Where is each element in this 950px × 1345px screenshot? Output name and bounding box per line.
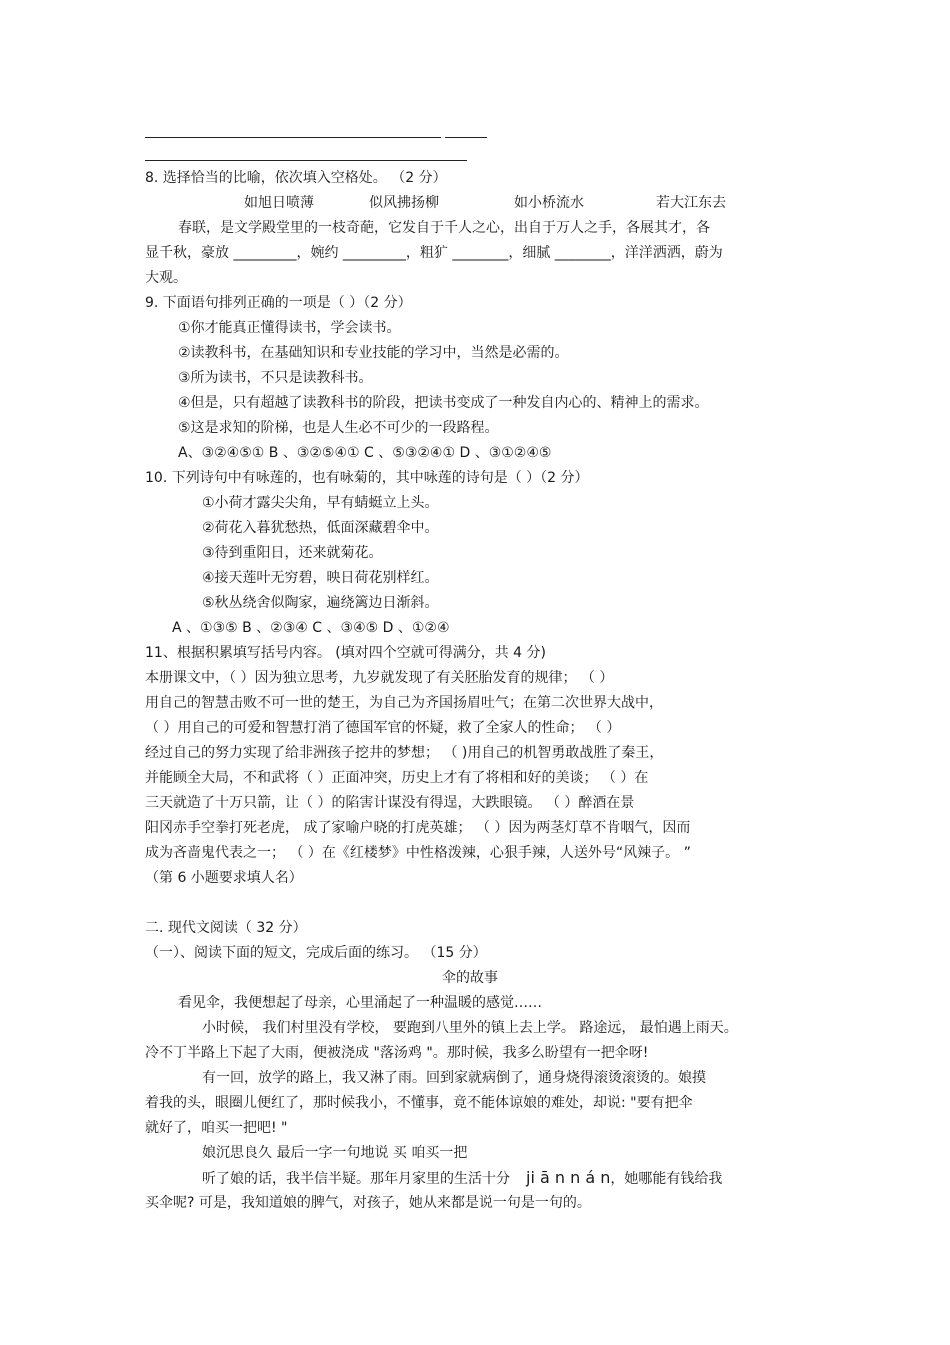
q10-item-1: ①小荷才露尖尖角，早有蜻蜓立上头。 — [202, 495, 439, 511]
q8-option-4: 若大江东去 — [656, 195, 726, 211]
q11-line-1: 11、根据积累填写括号内容。 (填对四个空就可得满分，共 4 分) — [145, 645, 546, 661]
q10-item-3: ③待到重阳日，还来就菊花。 — [202, 545, 383, 561]
q8-option-2: 似风拂扬柳 — [369, 195, 439, 211]
story-paragraph-4: 娘沉思良久 最后一字一句地说 买 咱买一把 — [202, 1145, 468, 1161]
q11-line-6: 并能顾全大局，不和武将（ ）正面冲突，历史上才有了将相和好的美谈； （ ）在 — [145, 770, 649, 786]
story-paragraph-3b: 着我的头，眼圈儿便红了，那时候我小，不懂事，竟不能体谅娘的难处，却说: "要有把伞 — [145, 1095, 693, 1111]
story-paragraph-3a: 有一回，放学的路上，我又淋了雨。回到家就病倒了，通身烧得滚烫滚烫的。娘摸 — [202, 1070, 706, 1086]
q10-title: 10. 下列诗句中有咏莲的，也有咏菊的，其中咏莲的诗句是（ ）（2 分） — [145, 470, 589, 486]
q10-item-2: ②荷花入暮犹愁热，低面深藏碧伞中。 — [202, 520, 439, 536]
q11-line-3: 用自己的智慧击败不可一世的楚王，为自己为齐国扬眉吐气；在第二次世界大战中， — [145, 695, 663, 711]
story-paragraph-5a — [202, 1168, 722, 1189]
pinyin-blank: ji ā n n á n — [526, 1168, 611, 1187]
story-paragraph-1: 看见伞，我便想起了母亲，心里涌起了一种温暖的感觉…… — [178, 995, 542, 1011]
q11-line-10: （第 6 小题要求填人名） — [145, 870, 303, 886]
q8-option-3: 如小桥流水 — [514, 195, 584, 211]
story-paragraph-2b: 冷不丁半路上下起了大雨，便被浇成 "落汤鸡 "。那时候，我多么盼望有一把伞呀! — [145, 1045, 649, 1061]
q11-line-5: 经过自己的努力实现了给非洲孩子挖井的梦想； （ )用自己的机智勇敢战胜了秦王， — [145, 745, 664, 761]
answer-line-2 — [145, 160, 467, 161]
q8-title: 8. 选择恰当的比喻，依次填入空格处。 （2 分） — [145, 170, 447, 186]
q9-item-3: ③所为读书，不只是读教科书。 — [178, 370, 373, 386]
section2-title: 二. 现代文阅读（ 32 分） — [145, 920, 307, 936]
q11-line-2: 本册课文中，（ ）因为独立思考，九岁就发现了有关胚胎发育的规律； （ ） — [145, 670, 614, 686]
q8-text-line-3: 大观。 — [145, 270, 187, 286]
story-paragraph-5a-end: ，她哪能有钱给我 — [610, 1171, 723, 1187]
q9-title: 9. 下面语句排列正确的一项是（ ）（2 分） — [145, 295, 412, 311]
answer-line-1a — [145, 137, 441, 138]
q9-item-2: ②读教科书，在基础知识和专业技能的学习中，当然是必需的。 — [178, 345, 569, 361]
answer-line-1b — [445, 137, 487, 138]
q10-item-4: ④接天莲叶无穷碧，映日荷花别样红。 — [202, 570, 439, 586]
q8-text-line-2: 显千秋，豪放 _________，婉约 _________，粗犷 ________，细腻 ________，洋洋洒洒，蔚为 — [145, 245, 723, 261]
q11-line-7: 三天就造了十万只箭，让（ ）的陷害计谋没有得逞，大跌眼镜。 （ ）醉酒在景 — [145, 795, 635, 811]
story-paragraph-2a: 小时候， 我们村里没有学校， 要跑到八里外的镇上去上学。 路途远， 最怕遇上雨天。 — [202, 1020, 738, 1036]
q9-item-5: ⑤这是求知的阶梯，也是人生必不可少的一段路程。 — [178, 420, 499, 436]
q9-item-4: ④但是，只有超越了读教科书的阶段，把读书变成了一种发自内心的、精神上的需求。 — [178, 395, 709, 411]
q9-choices: A、③②④⑤① B 、③②⑤④① C 、⑤③②④① D 、③①②④⑤ — [178, 445, 552, 461]
q8-option-1: 如旭日喷薄 — [244, 195, 314, 211]
q11-line-9: 成为吝啬鬼代表之一； （ ）在《红楼梦》中性格泼辣，心狠手辣，人送外号“风辣子。 ” — [145, 845, 691, 861]
q10-item-5: ⑤秋丛绕舍似陶家，遍绕篱边日渐斜。 — [202, 595, 439, 611]
story-paragraph-5b: 买伞呢? 可是，我知道娘的脾气，对孩子，她从来都是说一句是一句的。 — [145, 1195, 591, 1211]
q8-text-line-1: 春联，是文学殿堂里的一枝奇葩，它发自于千人之心，出自于万人之手，各展其才，各 — [178, 220, 710, 236]
section2-subtitle: （一）、阅读下面的短文，完成后面的练习。 （15 分） — [145, 945, 487, 961]
story-paragraph-3c: 就好了，咱买一把吧! " — [145, 1120, 288, 1136]
story-paragraph-5a-text: 听了娘的话，我半信半疑。那年月家里的生活十分 — [202, 1171, 510, 1187]
q10-choices: A 、①③⑤ B 、②③④ C 、③④⑤ D 、①②④ — [172, 620, 450, 636]
q9-item-1: ①你才能真正懂得读书，学会读书。 — [178, 320, 401, 336]
story-title: 伞的故事 — [442, 970, 498, 986]
q11-line-4: （ ）用自己的可爱和智慧打消了德国军官的怀疑，救了全家人的性命； （ ） — [145, 720, 621, 736]
q11-line-8: 阳冈赤手空拳打死老虎， 成了家喻户晓的打虎英雄； （ ）因为两茎灯草不肯咽气，因而 — [145, 820, 691, 836]
